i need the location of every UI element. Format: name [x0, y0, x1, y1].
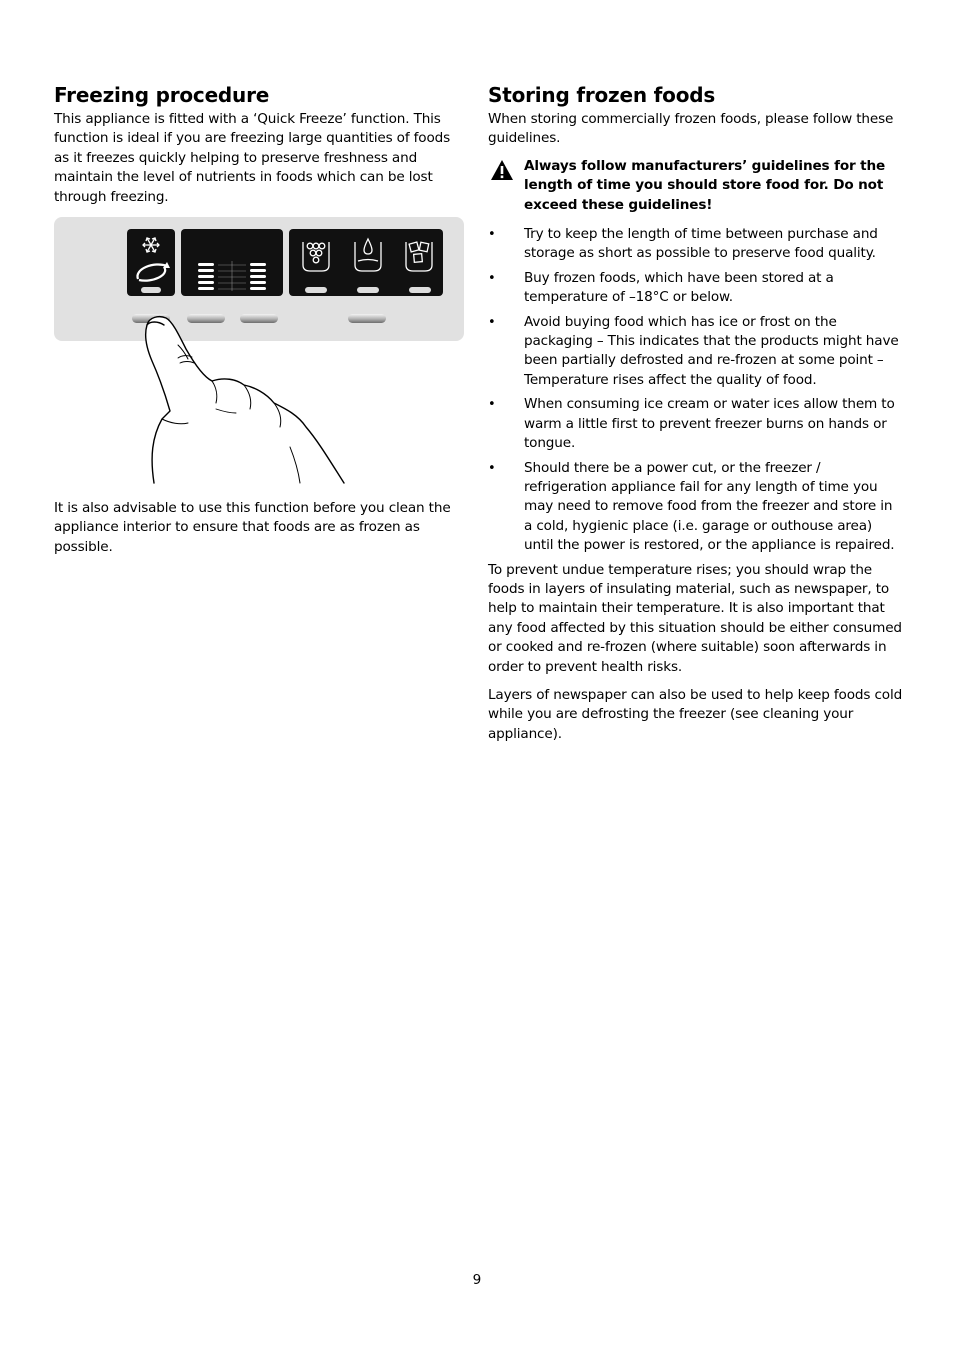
warning-text: Always follow manufacturers’ guidelines for the length of time you should store food for. Do not exceed these guidelines! [524, 157, 886, 213]
left-column [54, 82, 468, 557]
bullet-icon: • [488, 397, 496, 413]
freezing-procedure-heading: Freezing procedure [54, 83, 270, 107]
bullet-icon: • [488, 314, 496, 330]
page-number: 9 [472, 1272, 482, 1288]
list-item: • Should there be a power cut, or the freezer / refrigeration appliance fail for any length of time you may need to remove food from the freezer and store in a cold, hygienic place (i.e. garage or outhouse area) until the power is restored, or the appliance is repaired. [488, 459, 895, 554]
bullet-icon: • [488, 227, 496, 243]
control-panel-svg [54, 217, 464, 487]
temperature-down-button[interactable] [187, 314, 225, 323]
list-item: • Avoid buying food which has ice or frost on the packaging – This indicates that the products might have been partially defrosted and re-frozen at some point – Temperature rises affect the quality of food. [488, 313, 899, 388]
quick-freeze-display [127, 229, 175, 296]
list-item: • Try to keep the length of time between purchase and storage as short as possible to preserve food quality. [488, 226, 878, 262]
list-item: • When consuming ice cream or water ices allow them to warm a little first to prevent freezer burns on hands or tongue. [488, 396, 895, 452]
warning-block [488, 157, 904, 215]
bullet-icon: • [488, 270, 496, 286]
newspaper-paragraph: Layers of newspaper can also be used to help keep foods cold while you are defrosting the freezer (see cleaning your appliance). [488, 686, 903, 742]
storing-intro-paragraph: When storing commercially frozen foods, please follow these guidelines. [488, 111, 894, 147]
dispenser-select-button[interactable] [348, 314, 386, 323]
storing-frozen-foods-heading: Storing frozen foods [488, 83, 716, 107]
right-column [488, 82, 904, 744]
control-panel-illustration [54, 217, 464, 487]
quick-freeze-cleaning-note: It is also advisable to use this function before you clean the appliance interior to ensure that foods are as frozen as possible. [54, 500, 451, 555]
bullet-icon: • [488, 460, 496, 476]
temperature-rise-paragraph: To prevent undue temperature rises; you should wrap the foods in layers of insulating material, such as newspaper, to help to maintain their temperature. It is also important that any food affected by this situation should be either consumed or cooked and re-frozen (where suitable) soon afterwards in order to prevent health risks. [488, 561, 902, 675]
list-item: • Buy frozen foods, which have been stored at a temperature of –18°C or below. [488, 269, 834, 306]
temperature-bars-display [181, 229, 283, 296]
warning-triangle-icon [490, 159, 514, 181]
temperature-up-button[interactable] [240, 314, 278, 323]
freezing-intro-paragraph: This appliance is fitted with a ‘Quick Freeze’ function. This function is ideal if you are freezing large quantities of foods as it freezes quickly helping to preserve freshness and maintain the level of nutrients in foods which can be lost through freezing. [54, 111, 451, 205]
storage-guidelines-list [488, 225, 904, 556]
pressing-hand [146, 317, 344, 483]
dispenser-display [289, 229, 443, 296]
